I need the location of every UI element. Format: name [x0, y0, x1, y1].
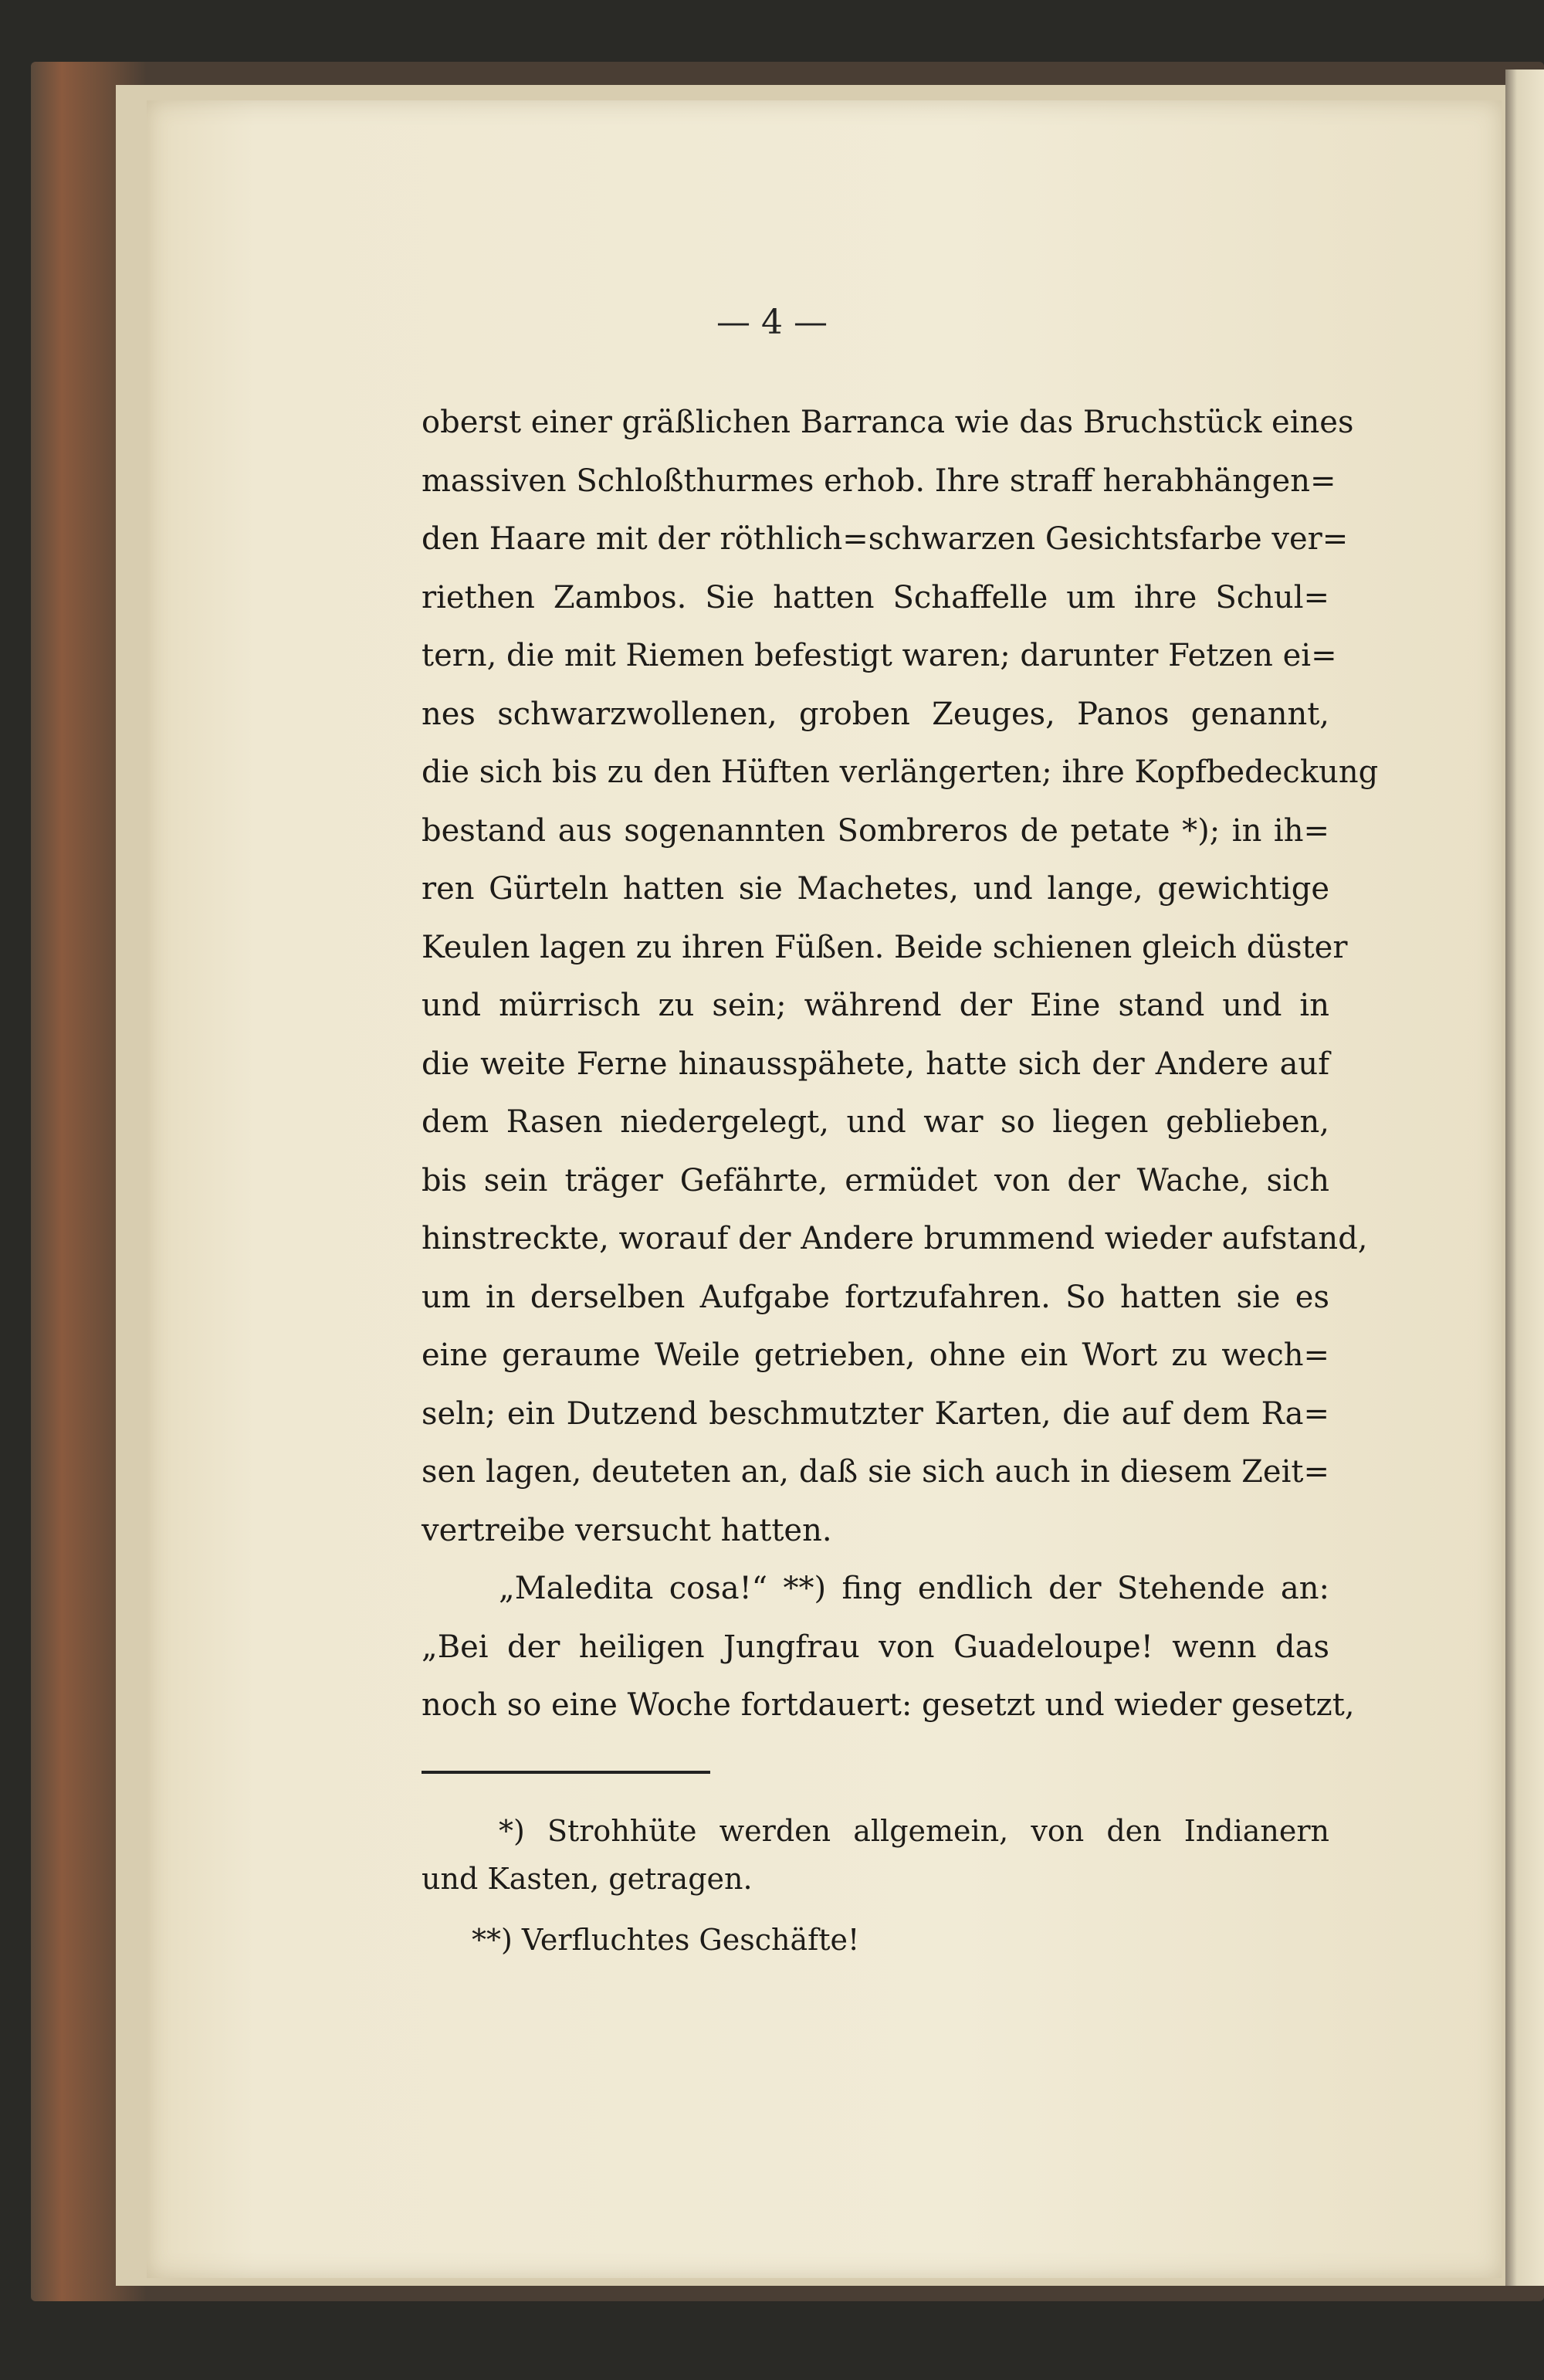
text-line: vertreibe versucht hatten. — [422, 1512, 832, 1548]
text-line: oberst einer gräßlichen Barranca wie das Bruchstück eines — [422, 405, 1354, 440]
footnote-line: *) Strohhüte werden allgemein, von den Indianern — [499, 1814, 1329, 1848]
footnote-line: **) Verfluchtes Geschäfte! — [472, 1923, 860, 1957]
text-line: massiven Schloßthurmes erhob. Ihre straff herabhängen= — [422, 463, 1336, 499]
next-page-edge — [1505, 70, 1544, 2286]
text-line: dem Rasen niedergelegt, und war so liegen geblieben, — [422, 1104, 1329, 1140]
text-line: bestand aus sogenannten Sombreros de petate *); in ih= — [422, 812, 1329, 849]
text-line: nes schwarzwollenen, groben Zeuges, Panos genannt, — [422, 696, 1329, 732]
text-line: tern, die mit Riemen befestigt waren; darunter Fetzen ei= — [422, 638, 1337, 673]
text-line: „Bei der heiligen Jungfrau von Guadeloupe! wenn das — [422, 1629, 1329, 1665]
text-line: noch so eine Woche fortdauert: gesetzt und wieder gesetzt, — [422, 1687, 1355, 1723]
footnotes — [422, 1807, 1329, 1964]
text-line: riethen Zambos. Sie hatten Schaffelle um ihre Schul= — [422, 579, 1329, 615]
text-line: die weite Ferne hinausspähete, hatte sich der Andere auf — [422, 1046, 1329, 1082]
text-line: hinstreckte, worauf der Andere brummend wieder aufstand, — [422, 1221, 1368, 1256]
text-line: eine geraume Weile getrieben, ohne ein Wort zu wech= — [422, 1337, 1329, 1373]
body-text — [422, 394, 1379, 1735]
footnote-line: und Kasten, getragen. — [422, 1862, 753, 1896]
text-line: die sich bis zu den Hüften verlängerten; ihre Kopfbedeckung — [422, 754, 1379, 790]
text-line: sen lagen, deuteten an, daß sie sich auch in diesem Zeit= — [422, 1454, 1329, 1490]
text-line: „Maledita cosa!“ **) fing endlich der Stehende an: — [499, 1571, 1329, 1606]
text-line: ren Gürteln hatten sie Machetes, und lange, gewichtige — [422, 871, 1329, 907]
text-line: den Haare mit der röthlich=schwarzen Gesichtsfarbe ver= — [422, 521, 1349, 557]
text-line: Keulen lagen zu ihren Füßen. Beide schienen gleich düster — [422, 929, 1348, 965]
text-line: um in derselben Aufgabe fortzufahren. So hatten sie es — [422, 1279, 1329, 1315]
page-number: — 4 — — [716, 303, 828, 342]
footnote-rule — [422, 1771, 710, 1774]
text-line: bis sein träger Gefährte, ermüdet von der Wache, sich — [422, 1162, 1329, 1198]
text-line: und mürrisch zu sein; während der Eine stand und in — [422, 988, 1329, 1023]
text-line: seln; ein Dutzend beschmutzter Karten, die auf dem Ra= — [422, 1395, 1329, 1432]
